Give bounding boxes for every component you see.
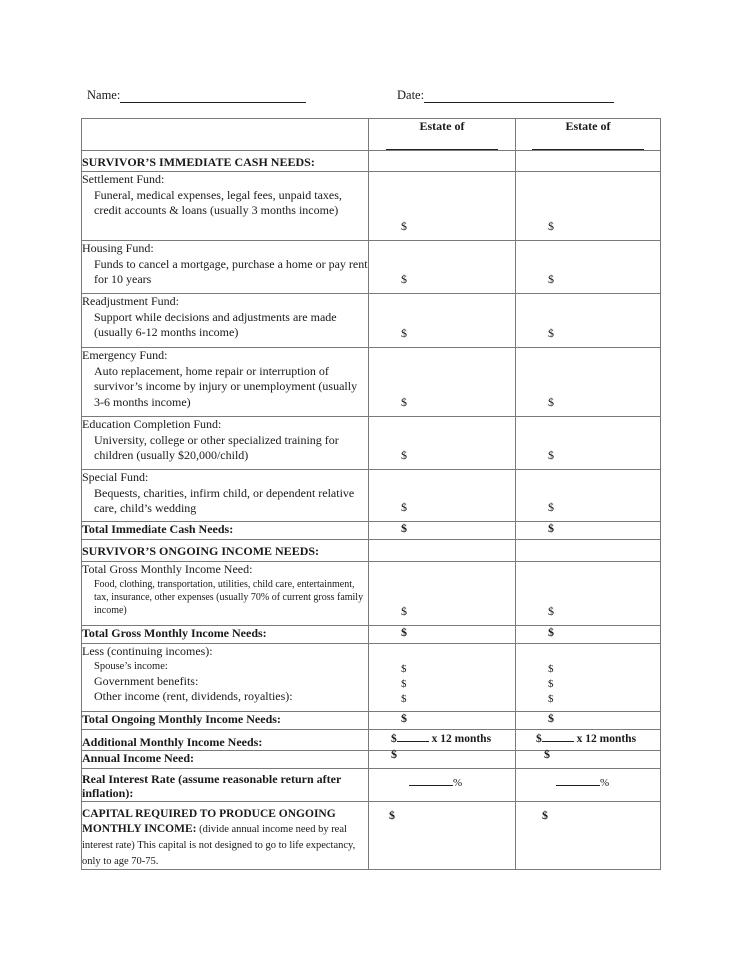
dollar-sign: $: [401, 500, 407, 514]
additional-monthly-label: Additional Monthly Income Needs:: [82, 730, 369, 751]
fund-title: Settlement Fund:: [82, 172, 165, 186]
date-label: Date:: [397, 88, 425, 102]
dollar-sign: $: [401, 521, 407, 535]
settlement-fund-row: [82, 172, 661, 241]
emergency-value-2[interactable]: [516, 348, 661, 417]
section-ongoing-heading: SURVIVOR’S ONGOING INCOME NEEDS:: [82, 540, 369, 562]
additional-monthly-value-2[interactable]: [516, 730, 661, 751]
dollar-sign: $: [536, 733, 542, 745]
section-ongoing-row: [82, 540, 661, 562]
dollar-sign: $: [548, 326, 554, 340]
annual-income-value-2[interactable]: [516, 747, 661, 769]
capital-heading: CAPITAL REQUIRED TO PRODUCE ONGOING MONTHLY INCOME:: [82, 808, 336, 835]
fund-detail: Funds to cancel a mortgage, purchase a home or pay rent for 10 years: [94, 256, 368, 286]
fund-title: Special Fund:: [82, 470, 149, 484]
less-incomes-row: [82, 644, 661, 712]
total-gross-row: [82, 626, 661, 644]
percent-sign: %: [600, 777, 610, 789]
emergency-value-1[interactable]: [369, 348, 516, 417]
annual-income-label: Annual Income Need:: [82, 751, 369, 769]
fund-detail: Auto replacement, home repair or interruption of survivor’s income by injury or unemployment (usually 3-6 months income): [94, 363, 358, 409]
gross-need-value-2[interactable]: [516, 562, 661, 626]
total-immediate-value-1[interactable]: [369, 522, 516, 540]
gross-need-detail: Food, clothing, transportation, utilities, child care, entertainment, tax, insurance, other expenses (usually 70% of current gross family income): [94, 578, 364, 616]
dollar-sign: $: [401, 693, 407, 705]
dollar-sign: $: [548, 272, 554, 286]
readjustment-value-2[interactable]: [516, 294, 661, 348]
percent-blank[interactable]: [556, 785, 600, 786]
total-gross-label: Total Gross Monthly Income Needs:: [82, 626, 369, 644]
dollar-sign: $: [548, 500, 554, 514]
fund-title: Education Completion Fund:: [82, 417, 222, 431]
fund-title: Readjustment Fund:: [82, 294, 179, 308]
gross-need-title: Total Gross Monthly Income Need:: [82, 562, 253, 576]
dollar-sign: $: [548, 678, 554, 690]
additional-monthly-row: [82, 730, 661, 751]
special-value-1[interactable]: [369, 470, 516, 522]
monthly-blank[interactable]: [542, 741, 574, 742]
gross-need-value-1[interactable]: [369, 562, 516, 626]
settlement-value-1[interactable]: [369, 172, 516, 241]
interest-rate-row: [82, 769, 661, 802]
fund-title: Housing Fund:: [82, 241, 154, 255]
dollar-stack: [401, 662, 407, 707]
readjustment-value-1[interactable]: [369, 294, 516, 348]
empty-cell: [369, 540, 516, 562]
dollar-sign: $: [401, 219, 407, 233]
dollar-sign: $: [401, 625, 407, 639]
dollar-sign: $: [548, 448, 554, 462]
special-fund-label: [82, 470, 369, 522]
estate-of-header-2: [516, 119, 661, 151]
interest-rate-label: Real Interest Rate (assume reasonable return after inflation):: [82, 769, 369, 802]
dollar-sign: $: [548, 663, 554, 675]
dollar-sign: $: [401, 604, 407, 618]
capital-note: (divide annual income need by real interest rate) This capital is not designed to go to life expectancy, only to age 70-75.: [82, 824, 356, 867]
less-item: Other income (rent, dividends, royalties):: [94, 688, 293, 703]
needs-table: [81, 118, 661, 870]
fund-title: Emergency Fund:: [82, 348, 168, 362]
dollar-sign: $: [401, 448, 407, 462]
empty-cell: [516, 540, 661, 562]
percent-blank[interactable]: [409, 785, 453, 786]
special-value-2[interactable]: [516, 470, 661, 522]
dollar-sign: $: [548, 625, 554, 639]
dollar-sign: $: [548, 219, 554, 233]
monthly-calc: [536, 733, 636, 745]
name-label: Name:: [87, 88, 121, 102]
total-ongoing-value-2[interactable]: [516, 712, 661, 730]
name-line[interactable]: [120, 90, 306, 103]
monthly-calc: [391, 733, 491, 745]
interest-rate-value-1[interactable]: [369, 769, 516, 802]
name-field[interactable]: [87, 88, 306, 103]
percent-field: [556, 777, 609, 789]
dollar-sign: $: [401, 395, 407, 409]
estate-of-label-1: Estate of: [419, 119, 465, 133]
less-incomes-values-2[interactable]: [516, 644, 661, 712]
dollar-sign: $: [548, 711, 554, 725]
section-immediate-row: [82, 151, 661, 172]
dollar-sign: $: [542, 808, 548, 822]
dollar-sign: $: [401, 663, 407, 675]
dollar-sign: $: [548, 604, 554, 618]
dollar-sign: $: [548, 693, 554, 705]
capital-required-label: [82, 802, 369, 870]
capital-value-2[interactable]: [516, 802, 661, 870]
total-immediate-label: Total Immediate Cash Needs:: [82, 522, 369, 540]
percent-field: [409, 777, 462, 789]
x12-label: x 12 months: [576, 733, 637, 745]
total-immediate-value-2[interactable]: [516, 522, 661, 540]
less-incomes-label: [82, 644, 369, 712]
dollar-sign: $: [391, 733, 397, 745]
fund-detail: Bequests, charities, infirm child, or dependent relative care, child’s wedding: [94, 485, 355, 515]
monthly-blank[interactable]: [397, 741, 429, 742]
estate-of-label-2: Estate of: [565, 119, 611, 133]
dollar-sign: $: [389, 808, 395, 822]
total-ongoing-value-1[interactable]: [369, 712, 516, 730]
emergency-fund-row: [82, 348, 661, 417]
gross-monthly-need-label: [82, 562, 369, 626]
settlement-fund-label: [82, 172, 369, 241]
dollar-sign: $: [401, 678, 407, 690]
housing-fund-label: [82, 241, 369, 294]
education-value-1[interactable]: [369, 417, 516, 470]
readjustment-fund-row: [82, 294, 661, 348]
total-gross-value-2[interactable]: [516, 626, 661, 644]
empty-cell: [516, 151, 661, 172]
settlement-value-2[interactable]: [516, 172, 661, 241]
education-fund-row: [82, 417, 661, 470]
section-immediate-heading: SURVIVOR’S IMMEDIATE CASH NEEDS:: [82, 151, 369, 172]
total-ongoing-row: [82, 712, 661, 730]
annual-income-value-1[interactable]: [369, 747, 516, 769]
annual-income-row: [82, 751, 661, 769]
dollar-sign: $: [548, 395, 554, 409]
less-item: Government benefits:: [94, 673, 199, 688]
dollar-sign: $: [401, 326, 407, 340]
date-line[interactable]: [424, 90, 614, 103]
special-fund-row: [82, 470, 661, 522]
less-incomes-values-1[interactable]: [369, 644, 516, 712]
dollar-sign: $: [548, 521, 554, 535]
fund-detail: Funeral, medical expenses, legal fees, unpaid taxes, credit accounts & loans (usually 3 months income): [94, 187, 342, 217]
dollar-sign: $: [401, 711, 407, 725]
total-ongoing-label: Total Ongoing Monthly Income Needs:: [82, 712, 369, 730]
housing-value-1[interactable]: [369, 241, 516, 294]
fund-detail: University, college or other specialized training for children (usually $20,000/child): [94, 432, 339, 462]
empty-cell: [369, 151, 516, 172]
column-header-row: [82, 119, 661, 151]
capital-value-1[interactable]: [369, 802, 516, 870]
readjustment-fund-label: [82, 294, 369, 348]
percent-sign: %: [453, 777, 463, 789]
total-gross-value-1[interactable]: [369, 626, 516, 644]
fund-detail: Support while decisions and adjustments are made (usually 6-12 months income): [94, 309, 337, 339]
capital-required-row: [82, 802, 661, 870]
dollar-sign: $: [401, 272, 407, 286]
date-field[interactable]: [397, 88, 614, 103]
dollar-stack: [548, 662, 554, 707]
estate-of-header-1: [369, 119, 516, 151]
x12-label: x 12 months: [431, 733, 492, 745]
housing-value-2[interactable]: [516, 241, 661, 294]
less-item: Spouse’s income:: [94, 660, 168, 672]
interest-rate-value-2[interactable]: [516, 769, 661, 802]
dollar-sign: $: [391, 747, 397, 761]
blank-header-cell: [82, 119, 369, 151]
education-fund-label: [82, 417, 369, 470]
emergency-fund-label: [82, 348, 369, 417]
form-header: [87, 88, 667, 108]
less-title: Less (continuing incomes):: [82, 644, 213, 658]
education-value-2[interactable]: [516, 417, 661, 470]
total-immediate-row: [82, 522, 661, 540]
dollar-sign: $: [544, 747, 550, 761]
gross-monthly-need-row: [82, 562, 661, 626]
housing-fund-row: [82, 241, 661, 294]
